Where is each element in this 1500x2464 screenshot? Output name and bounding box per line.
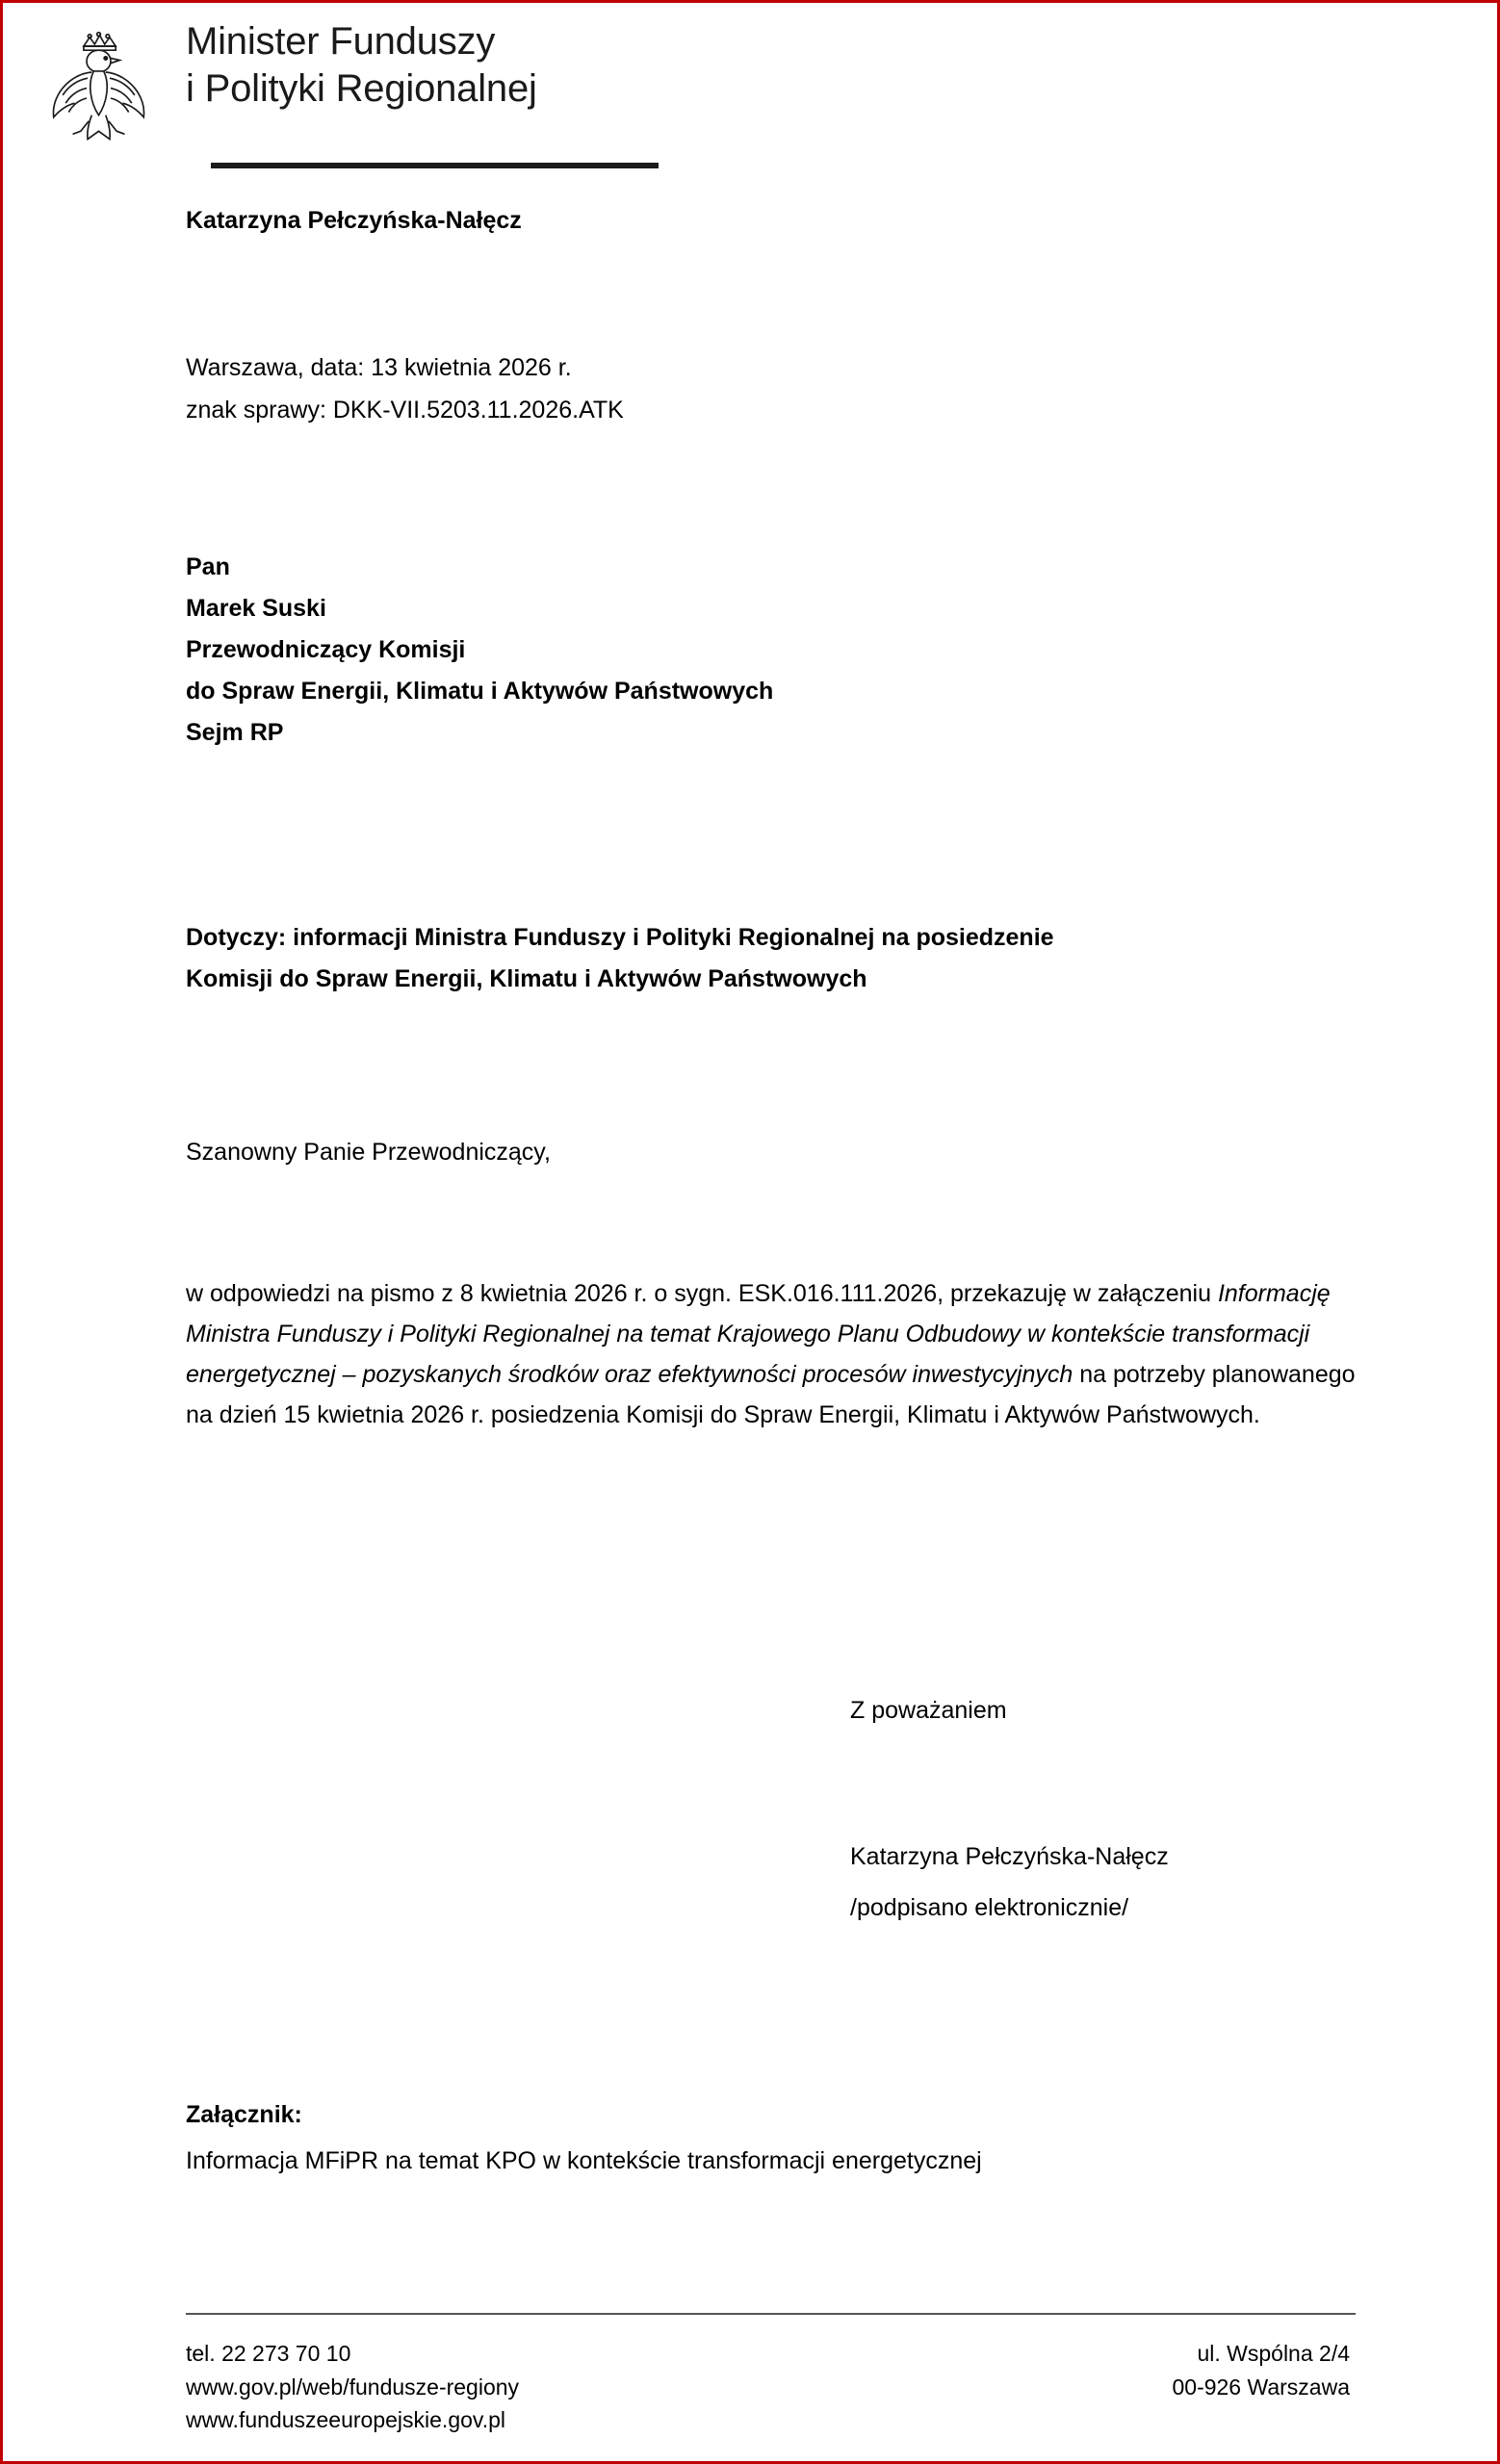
document-body — [3, 3, 1497, 2461]
ministry-title-line2: i Polityki Regionalnej — [186, 66, 537, 110]
salutation: Szanowny Panie Przewodniczący, — [186, 1139, 551, 1166]
footer-website-2[interactable]: www.funduszeeuropejskie.gov.pl — [186, 2407, 505, 2432]
paragraph-part-1: w odpowiedzi na pismo z 8 kwietnia 2026 r. o sygn. ESK.016.111.2026, przekazuję w załączeniu — [186, 1280, 1218, 1307]
paragraph-part-2: na potrzeby planowanego na dzień 15 kwietnia 2026 r. posiedzenia Komisji do Spraw Energii, Klimatu i Aktywów Państwowych. — [186, 1361, 1356, 1428]
footer-city: 00-926 Warszawa — [1172, 2374, 1350, 2400]
attachment-label: Załącznik: — [186, 2101, 302, 2128]
attachment-text: Informacja MFiPR na temat KPO w kontekście transformacji energetycznej — [186, 2147, 982, 2174]
footer-divider — [186, 2313, 1356, 2315]
footer-street: ul. Wspólna 2/4 — [1197, 2341, 1350, 2366]
paragraph-italic-title: Informację Ministra Funduszy i Polityki Regionalnej na temat Krajowego Planu Odbudowy w kontekście transformacji energetycznej – pozyskanych środków oraz efektywności procesów inwestycyjnych — [186, 1280, 1331, 1388]
addressee-line-2: Marek Suski — [186, 595, 326, 622]
closing-phrase: Z poważaniem — [850, 1697, 1007, 1724]
addressee-line-5: Sejm RP — [186, 719, 284, 746]
main-paragraph — [186, 1273, 1360, 1435]
subject-block — [186, 917, 1341, 1000]
signer-name: Katarzyna Pełczyńska-Nałęcz — [850, 1843, 1169, 1870]
footer-website-1[interactable]: www.gov.pl/web/fundusze-regiony — [186, 2374, 520, 2400]
footer-address — [1172, 2337, 1350, 2403]
ministry-title — [186, 18, 537, 113]
addressee-line-4: do Spraw Energii, Klimatu i Aktywów Państwowych — [186, 678, 774, 705]
subject-line-2: Komisji do Spraw Energii, Klimatu i Aktywów Państwowych — [186, 965, 867, 992]
footer-phone: tel. 22 273 70 10 — [186, 2341, 351, 2366]
sender-name: Katarzyna Pełczyńska-Nałęcz — [186, 207, 522, 234]
addressee-line-3: Przewodniczący Komisji — [186, 636, 466, 663]
electronic-signature-note: /podpisano elektronicznie/ — [850, 1893, 1129, 1921]
letterhead-rule — [211, 163, 659, 168]
ministry-title-line1: Minister Funduszy — [186, 20, 496, 63]
addressee-block — [186, 547, 773, 754]
place-and-date: Warszawa, data: 13 kwietnia 2026 r. — [186, 354, 572, 381]
signature-block — [850, 1832, 1169, 1933]
addressee-line-1: Pan — [186, 553, 230, 580]
letterhead — [32, 11, 686, 174]
case-number: znak sprawy: DKK-VII.5203.11.2026.ATK — [186, 396, 624, 424]
document-meta — [186, 347, 624, 432]
polish-eagle-emblem-icon — [43, 20, 154, 150]
subject-line-1: Dotyczy: informacji Ministra Funduszy i Polityki Regionalnej na posiedzenie — [186, 924, 1054, 951]
footer-contact — [186, 2337, 519, 2437]
